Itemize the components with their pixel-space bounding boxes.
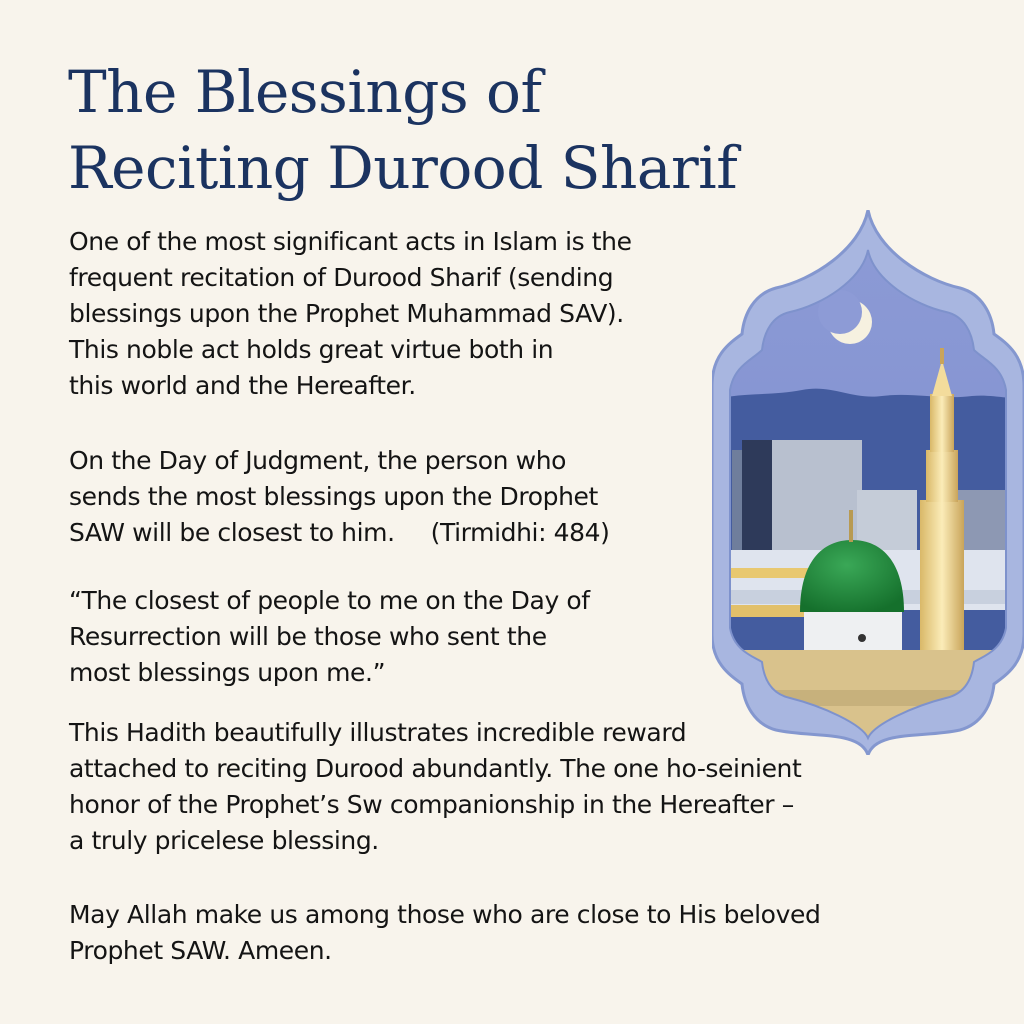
text-line: attached to reciting Durood abundantly. The one ho-seinient <box>69 754 802 783</box>
text-line: frequent recitation of Durood Sharif (sending <box>69 263 614 292</box>
text-line: This Hadith beautifully illustrates incredible reward <box>69 718 687 747</box>
title-line-1: The Blessings of <box>68 58 542 126</box>
text-line: honor of the Prophet’s Sw companionship in the Hereafter – <box>69 790 794 819</box>
closing-prayer <box>69 897 820 969</box>
text-line: blessings upon the Prophet Muhammad SAV). <box>69 299 624 328</box>
explanation-paragraph <box>69 715 801 859</box>
text-line: Prophet SAW. Ameen. <box>69 936 332 965</box>
text-line: most blessings upon me.” <box>69 658 386 687</box>
hadith-quote <box>69 583 590 691</box>
text-line: Resurrection will be those who sent the <box>69 622 547 651</box>
page-title <box>68 54 737 206</box>
text-line <box>69 515 610 551</box>
judgment-paragraph <box>69 443 610 551</box>
text-line: “The closest of people to me on the Day of <box>69 586 590 615</box>
text-line: May Allah make us among those who are close to His beloved <box>69 900 821 929</box>
mosque-illustration-svg <box>712 210 1024 755</box>
text-line-content: SAW will be closest to him. <box>69 518 395 547</box>
text-line: On the Day of Judgment, the person who <box>69 446 567 475</box>
text-line: this world and the Hereafter. <box>69 371 416 400</box>
title-line-2: Reciting Durood Sharif <box>68 134 738 202</box>
text-line: One of the most significant acts in Islam is the <box>69 227 632 256</box>
text-line: This noble act holds great virtue both in <box>69 335 554 364</box>
text-line: a truly pricelese blessing. <box>69 826 379 855</box>
intro-paragraph <box>69 224 632 404</box>
hadith-reference: (Tirmidhi: 484) <box>430 518 610 547</box>
text-line: sends the most blessings upon the Drophet <box>69 482 598 511</box>
mosque-illustration <box>712 210 1024 755</box>
